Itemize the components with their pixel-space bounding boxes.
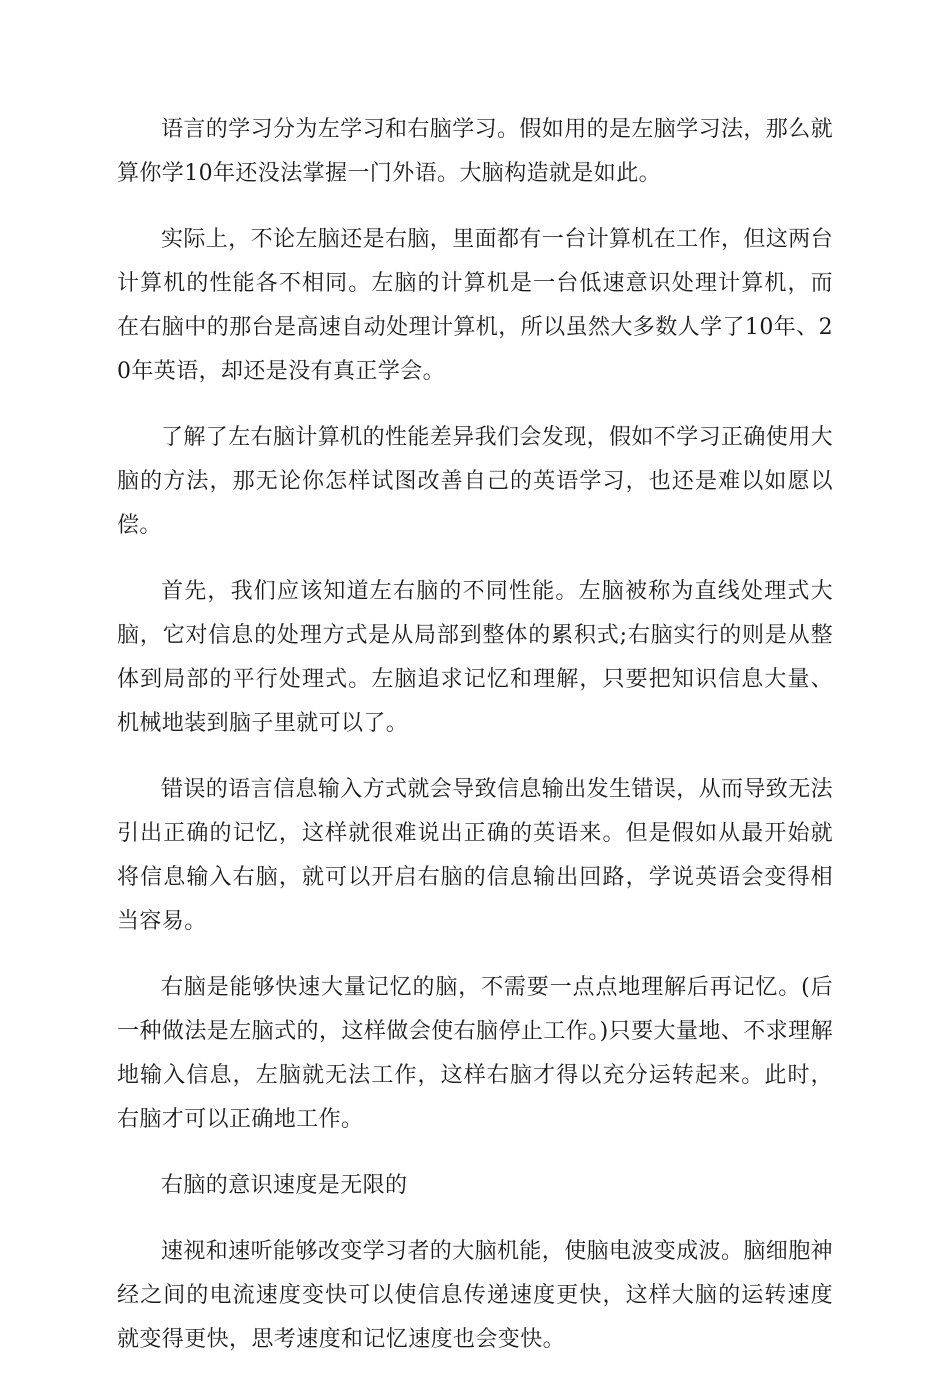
document-body — [117, 108, 833, 1384]
paragraph-5: 错误的语言信息输入方式就会导致信息输出发生错误，从而导致无法引出正确的记忆，这样就很难说出正确的英语来。但是假如从最开始就将信息输入右脑，就可以开启右脑的信息输出回路，学说英语会变得相当容易。 — [117, 777, 834, 934]
paragraph-1: 语言的学习分为左学习和右脑学习。假如用的是左脑学习法，那么就算你学10年还没法掌握一门外语。大脑构造就是如此。 — [117, 117, 834, 186]
paragraph-2: 实际上，不论左脑还是右脑，里面都有一台计算机在工作，但这两台计算机的性能各不相同。左脑的计算机是一台低速意识处理计算机，而在右脑中的那台是高速自动处理计算机，所以虽然大多数人学了10年、20年英语，却还是没有真正学会。 — [117, 227, 834, 384]
section-heading: 右脑的意识速度是无限的 — [161, 1173, 408, 1198]
paragraph-4: 首先，我们应该知道左右脑的不同性能。左脑被称为直线处理式大脑，它对信息的处理方式是从局部到整体的累积式;右脑实行的则是从整体到局部的平行处理式。左脑追求记忆和理解，只要把知识信息大量、机械地装到脑子里就可以了。 — [117, 579, 833, 736]
paragraph-6: 右脑是能够快速大量记忆的脑，不需要一点点地理解后再记忆。(后一种做法是左脑式的，这样做会使右脑停止工作。)只要大量地、不求理解地输入信息，左脑就无法工作，这样右脑才得以充分运转起来。此时，右脑才可以正确地工作。 — [117, 975, 833, 1132]
paragraph-3: 了解了左右脑计算机的性能差异我们会发现，假如不学习正确使用大脑的方法，那无论你怎样试图改善自己的英语学习，也还是难以如愿以偿。 — [117, 425, 834, 538]
paragraph-7: 速视和速听能够改变学习者的大脑机能，使脑电波变成波。脑细胞神经之间的电流速度变快可以使信息传递速度更快，这样大脑的运转速度就变得更快，思考速度和记忆速度也会变快。 — [117, 1239, 834, 1352]
